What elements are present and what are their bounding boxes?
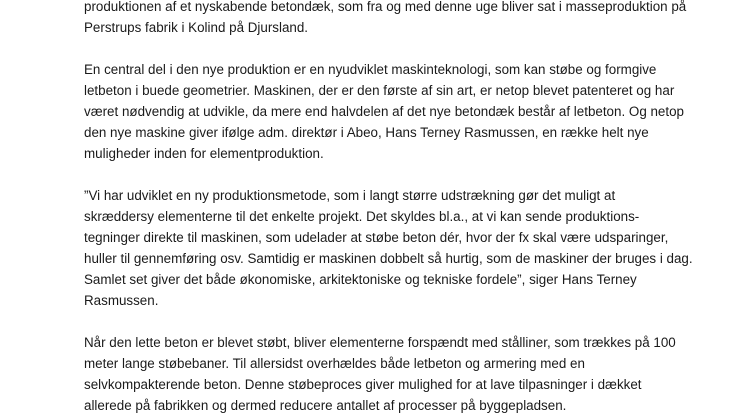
paragraph-quote: ”Vi har udviklet en ny produktionsmetode, som i langt større udstrækning gør det muligt at skræddersy elementerne til det enkelte projekt. Det skyldes bl.a., at vi kan sende produktions- tegninger direkte til maskinen, som udelader at støbe beton dér, hvor der fx skal være udsparinger, huller til gennemføring osv. Samtidig er maskinen dobbelt så hurtig, som de maskiner der bruges i dag. Samlet set giver det både økonomiske, arkitektoniske og tekniske fordele”, siger Hans Terney Rasmussen. <box>84 188 693 308</box>
paragraph-machine-technology: En central del i den nye produktion er en nyudviklet maskinteknologi, som kan støbe og formgive letbeton i buede geometrier. Maskinen, der er den første af sin art, er netop blevet patenteret og har været nødvendig at udvikle, da mere end halvdelen af det nye betondæk består af letbeton. Og netop den nye maskine giver ifølge adm. direktør i Abeo, Hans Terney Rasmussen, en række helt nye muligheder inden for elementproduktion. <box>84 62 684 161</box>
paragraph-casting-process: Når den lette beton er blevet støbt, bliver elementerne forspændt med stålliner, som trækkes på 100 meter lange støbebaner. Til allersidst overhældes både letbeton og armering med en selvkompakterende beton. Denne støbeproces giver mulighed for at lave tilpasninger i dækket allerede på fabrikken og dermed reducere antallet af processer på byggepladsen. <box>84 335 676 413</box>
paragraph-intro: produktionen af et nyskabende betondæk, som fra og med denne uge bliver sat i masseproduktion på Perstrups fabrik i Kolind på Djursland. <box>84 0 687 35</box>
